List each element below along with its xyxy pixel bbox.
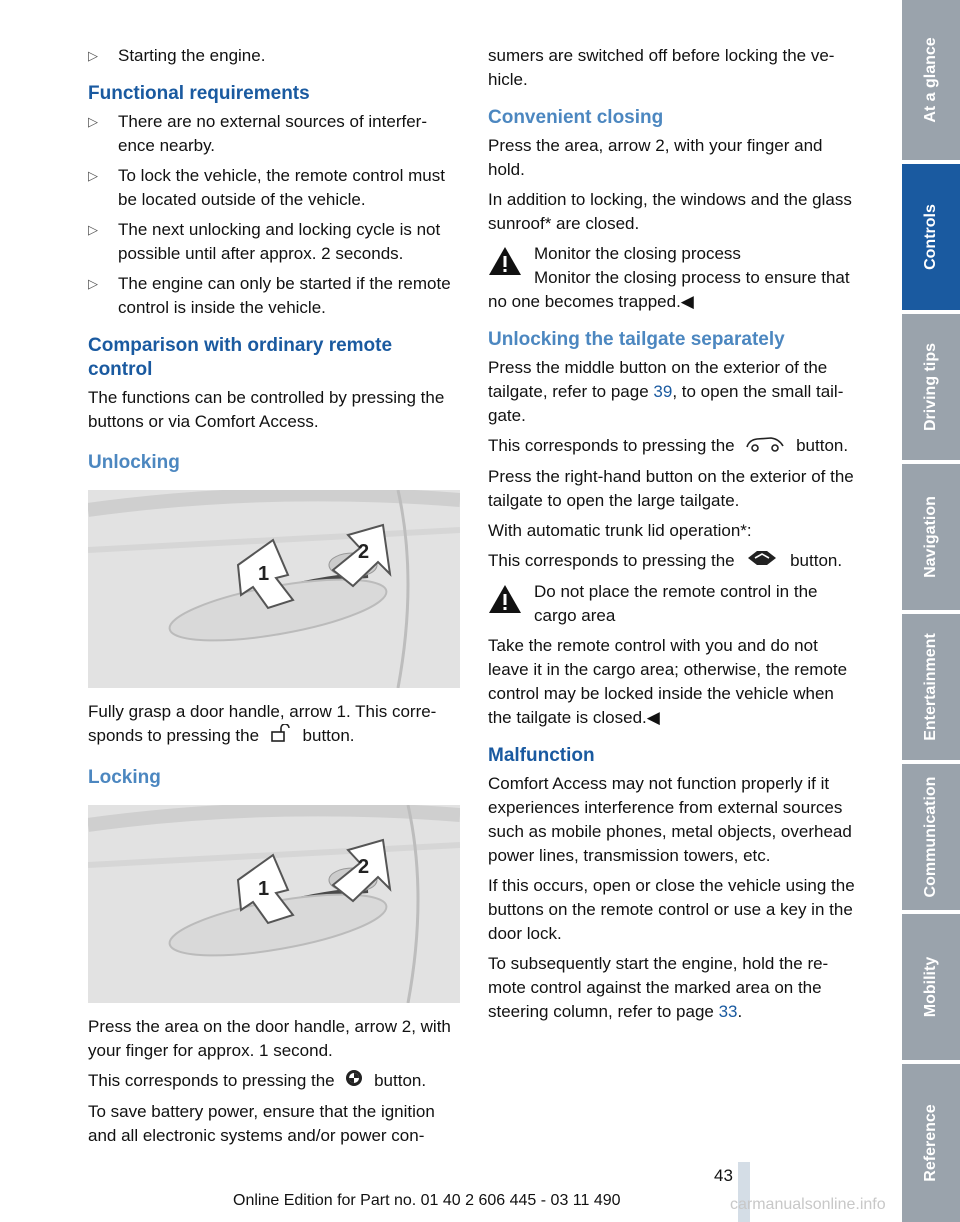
tab-entertainment[interactable]	[902, 614, 960, 760]
door-handle-lock-figure	[88, 805, 460, 1003]
paragraph: Press the area on the door handle, arrow 2, with your finger for approx. 1 second.	[88, 1017, 451, 1061]
warning-icon	[488, 246, 522, 281]
warning-title: Do not place the remote control in the cargo area	[534, 582, 818, 626]
arrow-2-label: 2	[358, 541, 370, 563]
paragraph: This corresponds to pressing the button.	[488, 549, 860, 574]
paragraph: Press the area, arrow 2, with your finger and hold.	[488, 136, 823, 179]
tab-label: Driving tips	[922, 342, 939, 432]
warning-icon	[488, 584, 522, 619]
chapter-tab-bar	[902, 0, 960, 1222]
paragraph: sumers are switched off before locking the ve-hicle.	[488, 46, 835, 89]
tab-label: Navigation	[922, 496, 939, 578]
paragraph: The functions can be controlled by pressing the buttons or via Comfort Access.	[88, 388, 445, 431]
list-item	[88, 164, 460, 212]
list-item	[88, 110, 460, 158]
bullet-icon: ▷	[88, 168, 98, 183]
footer-text: Online Edition for Part no. 01 40 2 606 445 - 03 11 490	[233, 1192, 621, 1209]
right-column	[488, 44, 860, 1030]
paragraph: This corresponds to pressing the button.	[88, 1069, 460, 1094]
heading-unlocking-tailgate: Unlocking the tailgate separately	[488, 329, 785, 350]
trunk-icon	[745, 549, 779, 574]
list-item-text: To lock the vehicle, the remote control must be located outside of the vehicle.	[118, 166, 445, 209]
tab-mobility[interactable]	[902, 914, 960, 1060]
warning-note	[488, 242, 860, 266]
paragraph: Comfort Access may not function properly if it experiences interference from external sources such as mobile phones, metal objects, overhead power lines, transmission towers, etc.	[488, 774, 852, 866]
arrow-2-label: 2	[358, 856, 370, 879]
tab-communication[interactable]	[902, 764, 960, 910]
tab-label: Mobility	[922, 956, 939, 1018]
paragraph: Press the right-hand button on the exterior of the tailgate to open the large tailgate.	[488, 467, 854, 511]
tab-label: Controls	[922, 204, 939, 270]
warning-body: Take the remote control with you and do not leave it in the cargo area; otherwise, the remote control may be locked inside the vehicle when the tailgate is closed.◀	[488, 636, 848, 728]
tab-driving-tips[interactable]	[902, 314, 960, 460]
heading-malfunction: Malfunction	[488, 745, 595, 767]
list-item-text: The engine can only be started if the remote control is inside the vehicle.	[118, 274, 451, 317]
bullet-icon: ▷	[88, 48, 98, 63]
paragraph: With automatic trunk lid operation*:	[488, 521, 752, 541]
list-item-text: The next unlocking and locking cycle is not possible until after approx. 2 seconds.	[118, 220, 441, 263]
paragraph: This corresponds to pressing the button.	[488, 434, 860, 459]
tab-label: At a glance	[922, 37, 939, 123]
tab-navigation[interactable]	[902, 464, 960, 610]
bmw-logo-icon	[345, 1069, 363, 1094]
paragraph: To subsequently start the engine, hold the re-mote control against the marked area on the steering column, refer to page 33.	[488, 954, 829, 1022]
arrow-1-label: 1	[258, 878, 270, 901]
tab-reference[interactable]	[902, 1064, 960, 1222]
list-item	[88, 272, 460, 320]
car-tailgate-icon	[745, 434, 785, 459]
door-handle-unlock-figure	[88, 490, 460, 688]
paragraph: To save battery power, ensure that the ignition and all electronic systems and/or power con-	[88, 1102, 435, 1146]
paragraph: Fully grasp a door handle, arrow 1. This corre-sponds to pressing the button.	[88, 700, 460, 749]
tab-at-a-glance[interactable]	[902, 0, 960, 160]
tab-controls[interactable]	[902, 164, 960, 310]
list-item-text: Starting the engine.	[118, 46, 266, 65]
list-item	[88, 218, 460, 266]
warning-note	[488, 580, 860, 628]
paragraph: Press the middle button on the exterior of the tailgate, refer to page 39, to open the small tail-gate.	[488, 358, 844, 425]
warning-body: Monitor the closing process to ensure that no one becomes trapped.◀	[488, 268, 850, 311]
arrow-1-label: 1	[258, 563, 270, 585]
page-link-33[interactable]: 33	[718, 1002, 738, 1022]
paragraph: If this occurs, open or close the vehicle using the buttons on the remote control or use a key in the door lock.	[488, 876, 855, 944]
unlock-icon	[270, 724, 292, 749]
left-column	[88, 44, 460, 1154]
list-item-text: There are no external sources of interfer-ence nearby.	[118, 112, 427, 155]
heading-comparison: Comparison with ordinary remote control	[88, 335, 393, 380]
bullet-icon: ▷	[88, 276, 98, 291]
bullet-icon: ▷	[88, 222, 98, 237]
heading-convenient-closing: Convenient closing	[488, 107, 664, 128]
paragraph: In addition to locking, the windows and the glass sunroof* are closed.	[488, 190, 852, 233]
tab-label: Reference	[922, 1104, 939, 1182]
watermark: carmanualsonline.info	[730, 1196, 886, 1213]
heading-unlocking: Unlocking	[88, 452, 180, 473]
page-number: 43	[714, 1166, 733, 1185]
page-link-39[interactable]: 39	[653, 382, 673, 401]
list-item	[88, 44, 460, 68]
warning-title: Monitor the closing process	[534, 244, 741, 263]
bullet-icon: ▷	[88, 114, 98, 129]
heading-functional-requirements: Functional requirements	[88, 83, 310, 104]
tab-label: Entertainment	[922, 633, 939, 741]
tab-label: Communication	[922, 776, 939, 898]
heading-locking: Locking	[88, 767, 161, 789]
